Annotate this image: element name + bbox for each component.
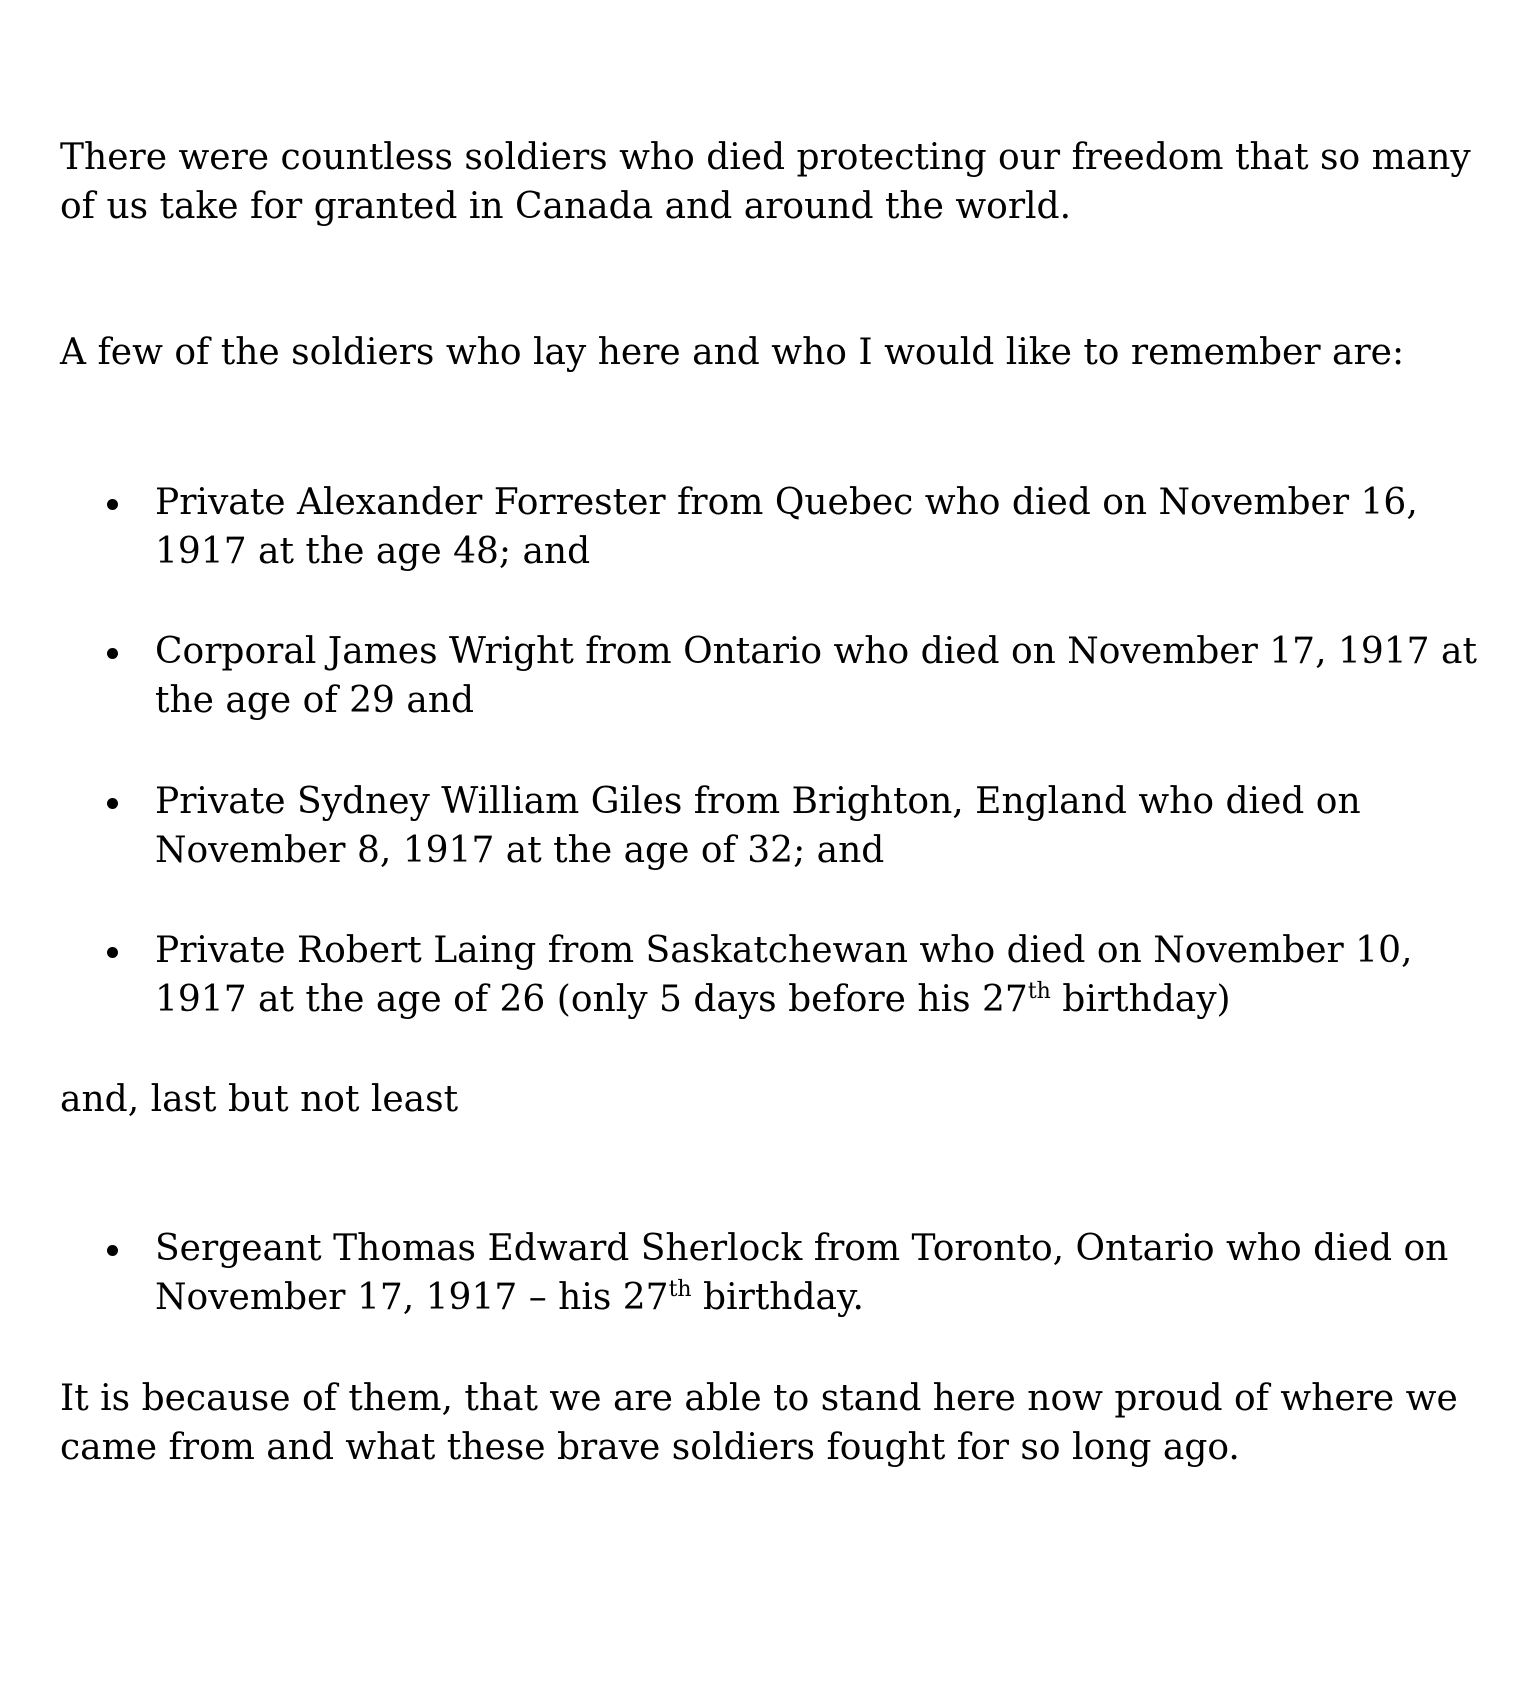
soldier-entry: Sergeant Thomas Edward Sherlock from Toronto, Ontario who died on November 17, 1917 – his 27th birthday. [155, 1228, 1449, 1318]
bullet-icon [107, 499, 118, 510]
bullet-icon [107, 947, 118, 958]
soldier-entry: Private Robert Laing from Saskatchewan who died on November 10, 1917 at the age of 26 (only 5 days before his 27th birthday) [155, 930, 1413, 1020]
transition-text: and, last but not least [60, 1079, 459, 1120]
bullet-icon [107, 1245, 118, 1256]
bullet-icon [107, 798, 118, 809]
soldier-entry: Private Sydney William Giles from Brighton, England who died on November 8, 1917 at the age of 32; and [155, 781, 1361, 871]
bullet-icon [107, 648, 118, 659]
soldier-entry: Corporal James Wright from Ontario who died on November 17, 1917 at the age of 29 and [155, 631, 1477, 721]
lead-in-paragraph: A few of the soldiers who lay here and who I would like to remember are: [60, 332, 1405, 373]
intro-paragraph: There were countless soldiers who died protecting our freedom that so many of us take for granted in Canada and around the world. [60, 137, 1471, 227]
soldier-entry: Private Alexander Forrester from Quebec who died on November 16, 1917 at the age 48; and [155, 482, 1418, 572]
closing-paragraph: It is because of them, that we are able to stand here now proud of where we came from and what these brave soldiers fought for so long ago. [60, 1378, 1458, 1468]
